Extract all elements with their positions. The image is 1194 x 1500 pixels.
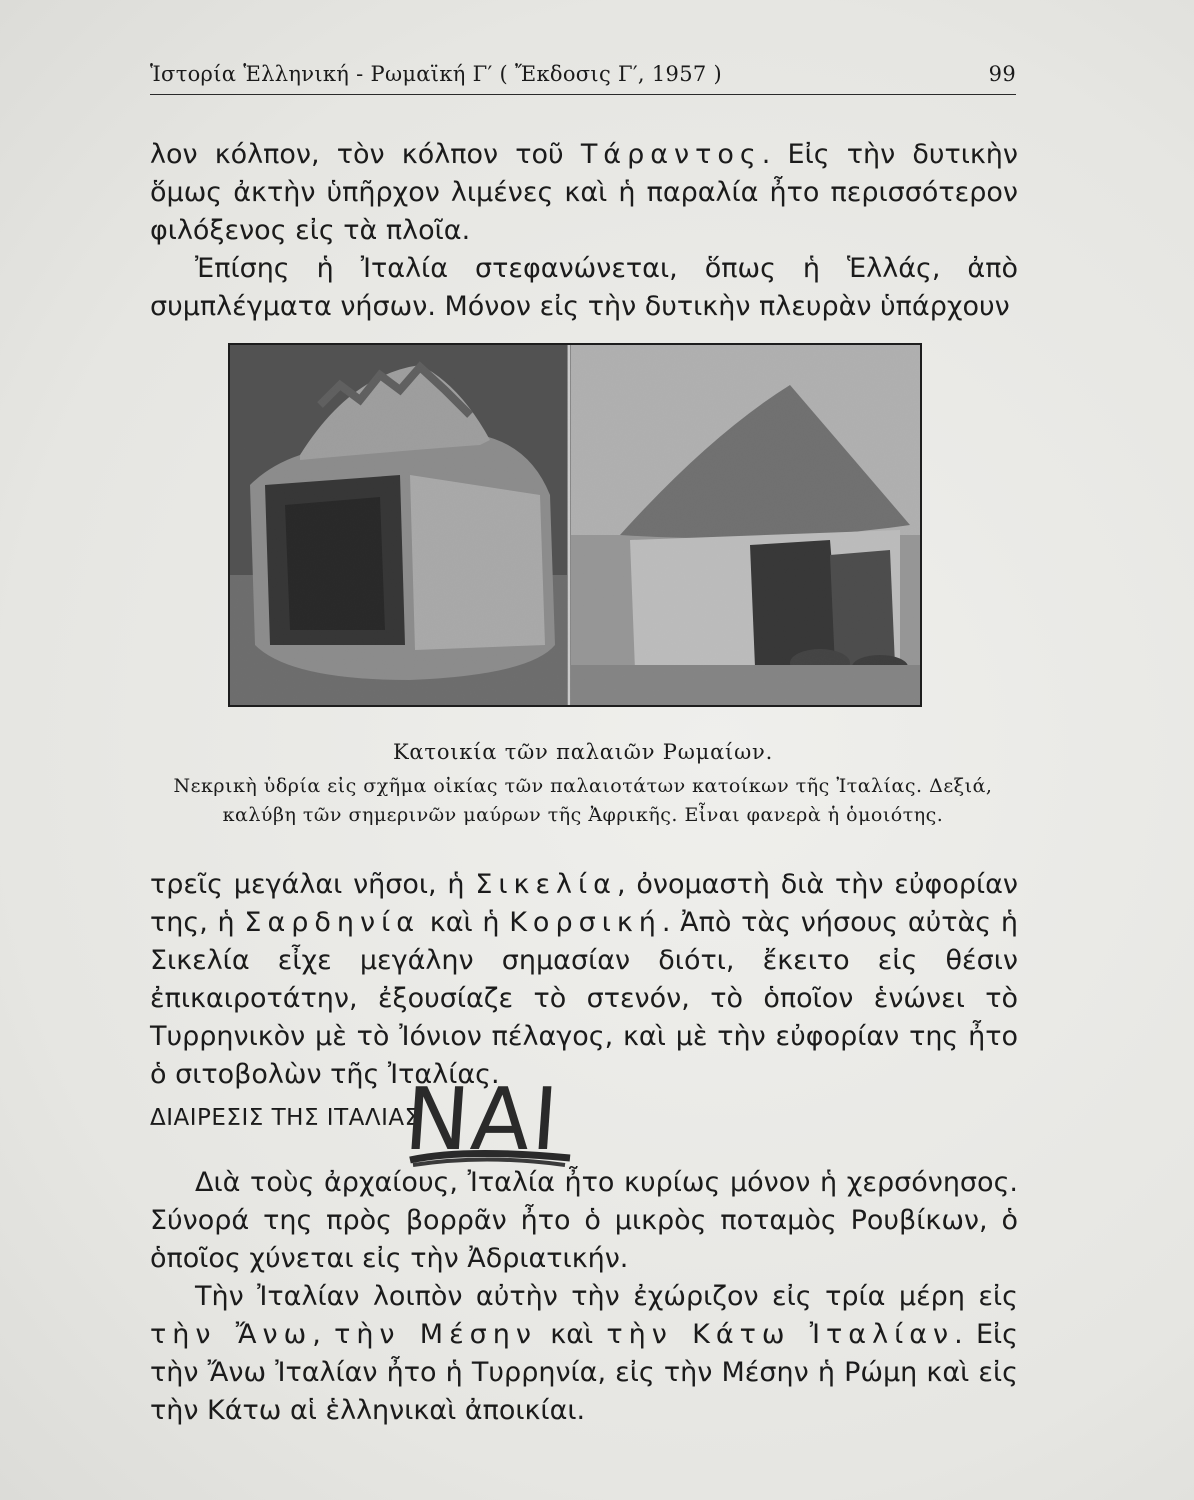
handwritten-stamp [401,1070,575,1170]
paragraph [150,136,1018,250]
paragraph-text: καὶ ἡ [420,907,510,938]
paragraph-text: Τὴν Ἰταλίαν λοιπὸν αὐτὴν τὴν ἐχώριζον εἰς τρία μέρη εἰς [195,1281,1018,1312]
stamp-text: ΝΑΙ [401,1070,564,1170]
paragraph-text: . Εἰς τὴν δυτικὴν ὅμως ἀκτὴν ὑπῆρχον λιμένες καὶ ἡ παραλία ἦτο περισσότερον φιλόξενος εἰς τὰ πλοῖα. [150,139,1018,246]
paragraph-text: . Ἀπὸ τὰς νήσους αὐτὰς ἡ Σικελία εἶχε μεγάλην σημασίαν διότι, ἔκειτο εἰς θέσιν ἐπικαιροτάτην, ἐξουσίαζε τὸ στενόν, τὸ ὁποῖον ἑνώνει τὸ Τυρρηνικὸν μὲ τὸ Ἰόνιον πέλαγος, καὶ μὲ τὴν εὐφορίαν της ἦτο ὁ σιτοβολὼν τῆς Ἰταλίας. [150,907,1018,1090]
running-header [150,62,1016,95]
paragraph-text: λον κόλπον, τὸν κόλπον τοῦ [150,139,581,170]
figure-photo [228,343,922,707]
paragraph-text: . Εἰς τὴν Ἄνω Ἰταλίαν ἦτο ἡ Τυρρηνία, εἰς τὴν Μέσην ἡ Ρώμη καὶ εἰς τὴν Κάτω αἱ ἑλληνικαὶ ἀποικίαι. [150,1319,1018,1426]
page-number: 99 [988,62,1016,86]
spaced-emphasis: τὴν Κάτω Ἰταλίαν [606,1319,955,1350]
paragraph [150,1278,1018,1430]
figure-illustration [230,345,920,705]
spaced-emphasis: Κορσική [509,907,662,938]
spaced-emphasis: τὴν Μέσην [334,1319,537,1350]
paragraph [150,1164,1018,1278]
paragraph [150,866,1018,1094]
figure-caption-description: Νεκρικὴ ὑδρία εἰς σχῆμα οἰκίας τῶν παλαιοτάτων κατοίκων τῆς Ἰταλίας. Δεξιά, καλύβη τῶν σημερινῶν μαύρων τῆς Ἀφρικῆς. Εἶναι φανερὰ ἡ ὁμοιότης. [173,775,993,826]
spaced-emphasis: Σαρδηνία [244,907,421,938]
text-block-bottom [150,1164,1018,1430]
text-block-top [150,136,1018,326]
paragraph-text: τρεῖς μεγάλαι νῆσοι, ἡ [150,869,476,900]
paragraph-text: , ὀνομαστὴ διὰ τὴν εὐφορίαν της, ἡ [150,869,1019,938]
paragraph-text: Ἐπίσης ἡ Ἰταλία στεφανώνεται, ὅπως ἡ Ἑλλάς, ἀπὸ συμπλέγματα νήσων. Μόνον εἰς τὴν δυτικὴν πλευρὰν ὑπάρχουν [150,253,1018,322]
paragraph-text: Διὰ τοὺς ἀρχαίους, Ἰταλία ἦτο κυρίως μόνον ἡ χερσόνησος. Σύνορά της πρὸς βορρᾶν ἦτο ὁ μικρὸς ποταμὸς Ρουβίκων, ὁ ὁποῖος χύνεται εἰς τὴν Ἀδριατικήν. [150,1167,1018,1274]
spaced-emphasis: τὴν Ἄνω [150,1319,313,1350]
paragraph-text: , [312,1319,335,1350]
section-heading: ΔΙΑΙΡΕΣΙΣ ΤΗΣ ΙΤΑΛΙΑΣ [150,1105,420,1131]
text-block-middle [150,866,1018,1094]
spaced-emphasis: Σικελία [475,869,617,900]
figure-caption-title: Κατοικία τῶν παλαιῶν Ρωμαίων. [392,740,774,764]
paragraph-text: καὶ [537,1319,607,1350]
running-title: Ἱστορία Ἑλληνική - Ρωμαϊκή Γ′ ( Ἔκδοσις Γ′, 1957 ) [150,62,722,86]
paragraph [150,250,1018,326]
spaced-emphasis: Τάραντος [580,139,762,170]
